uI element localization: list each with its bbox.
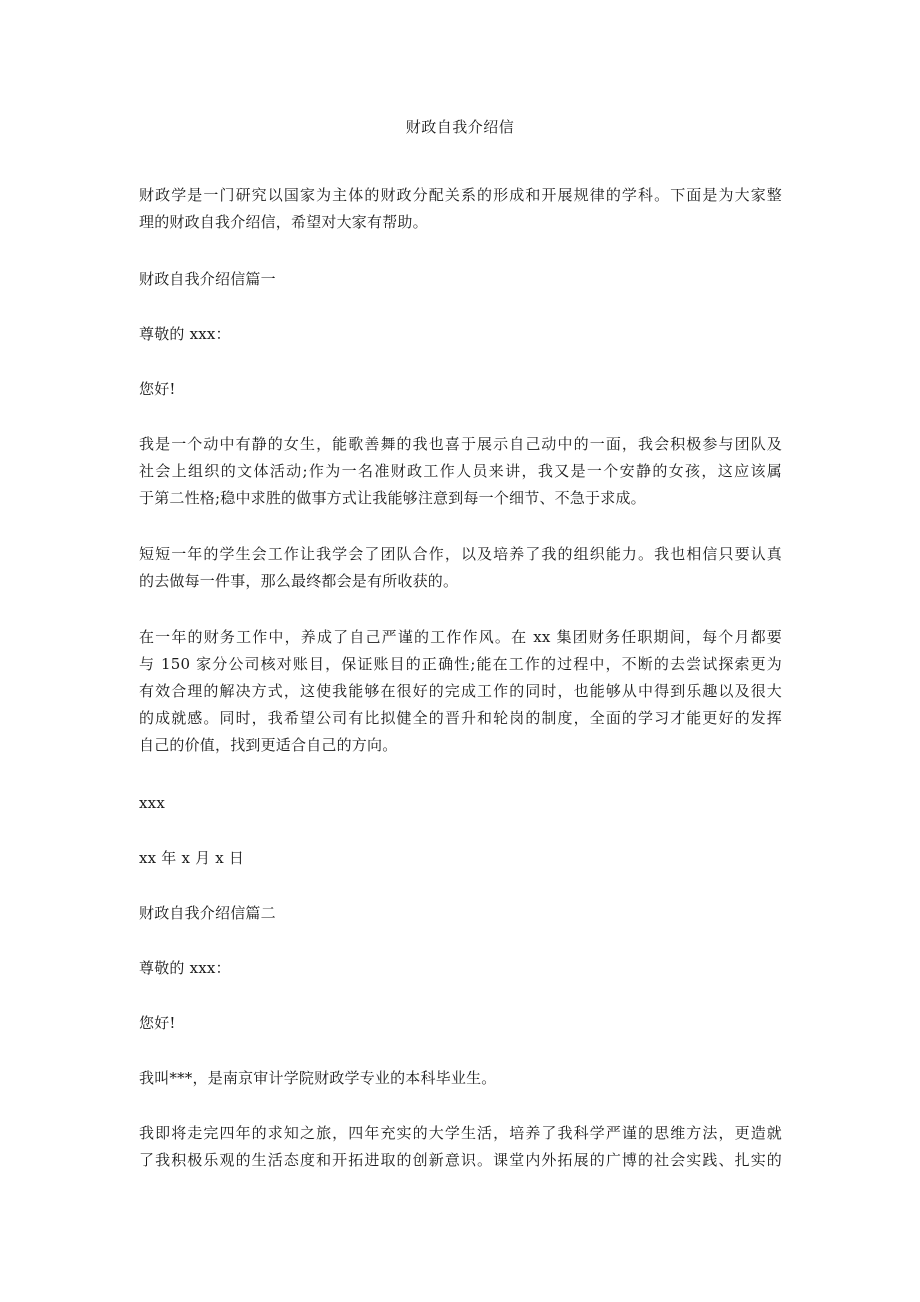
section-heading-two: [139, 900, 782, 927]
text-line: 短短一年的学生会工作让我学会了团队合作，以及培养了我的组织能力。我也相信只要认真: [139, 545, 782, 563]
text-line: 我是一个动中有静的女生，能歌善舞的我也喜于展示自己动中的一面，我会积极参与团队及: [139, 435, 782, 453]
body-paragraph: [139, 624, 782, 759]
body-paragraph: [139, 1120, 782, 1174]
text-line: 财政学是一门研究以国家为主体的财政分配关系的形成和开展规律的学科。下面是为大家整: [139, 186, 782, 204]
text-line: 理的财政自我介绍信，希望对大家有帮助。: [139, 213, 428, 231]
signature-date: [139, 845, 782, 872]
text-line: 在一年的财务工作中，养成了自己严谨的工作作风。在 xx 集团财务任职期间，每个月都要: [139, 628, 782, 646]
document-title: 财政自我介绍信: [405, 118, 515, 136]
salutation: 尊敬的 xxx：: [139, 325, 231, 343]
salutation-one: [139, 321, 782, 348]
text-line: 我即将走完四年的求知之旅，四年充实的大学生活，培养了我科学严谨的思维方法，更造就: [139, 1124, 782, 1142]
intro-paragraph: [139, 182, 782, 236]
salutation-two: [139, 955, 782, 982]
section-heading-one: [139, 266, 782, 293]
salutation: 尊敬的 xxx：: [139, 959, 231, 977]
text-line: 的去做每一件事，那么最终都会是有所收获的。: [139, 572, 459, 590]
body-paragraph: [139, 431, 782, 512]
body-paragraph: [139, 541, 782, 595]
signature: xxx: [139, 794, 165, 812]
date: xx 年 x 月 x 日: [139, 849, 245, 867]
section-heading: 财政自我介绍信篇一: [139, 270, 276, 288]
text-line: 与 150 家分公司核对账目，保证账目的正确性;能在工作的过程中，不断的去尝试探索更为: [139, 655, 782, 673]
text-line: 社会上组织的文体活动;作为一名准财政工作人员来讲，我又是一个安静的女孩，这应该属: [139, 462, 782, 480]
text-line: 的成就感。同时，我希望公司有比拟健全的晋升和轮岗的制度，全面的学习才能更好的发挥: [139, 709, 782, 727]
greeting: 您好!: [139, 380, 176, 398]
text-line: 于第二性格;稳中求胜的做事方式让我能够注意到每一个细节、不急于求成。: [139, 489, 646, 507]
greeting: 您好!: [139, 1014, 176, 1032]
greeting-one: [139, 376, 782, 403]
section-heading: 财政自我介绍信篇二: [139, 904, 276, 922]
text-line: 了我积极乐观的生活态度和开拓进取的创新意识。课堂内外拓展的广博的社会实践、扎实的: [139, 1151, 782, 1169]
greeting-two: [139, 1010, 782, 1037]
signature-name: [139, 790, 782, 817]
text-line: 我叫***，是南京审计学院财政学专业的本科毕业生。: [139, 1069, 497, 1087]
body-paragraph: [139, 1065, 782, 1092]
text-line: 有效合理的解决方式，这使我能够在很好的完成工作的同时，也能够从中得到乐趣以及很大: [139, 682, 782, 700]
text-line: 自己的价值，找到更适合自己的方向。: [139, 736, 398, 754]
